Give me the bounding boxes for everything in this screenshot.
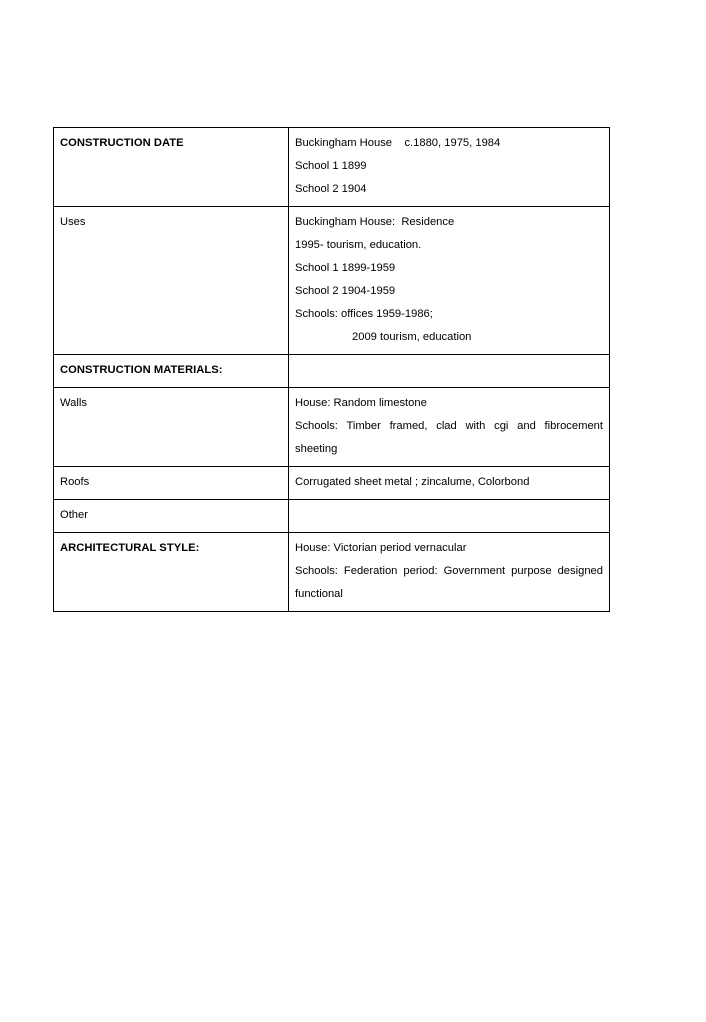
value-line: School 2 1904-1959 [295, 285, 396, 297]
row-value-walls [289, 388, 610, 467]
row-value-construction-date [289, 128, 610, 207]
value-line: Schools: offices 1959-1986; [295, 308, 433, 320]
value-line: Buckingham House: Residence [295, 216, 455, 228]
value-line: House: Random limestone [295, 397, 427, 409]
value-line: Corrugated sheet metal ; zincalume, Colorbond [295, 476, 530, 488]
row-label-construction-materials: CONSTRUCTION MATERIALS: [54, 355, 289, 388]
row-value-construction-materials [289, 355, 610, 388]
heritage-details-table [53, 127, 610, 612]
row-value-roofs [289, 467, 610, 500]
row-label-uses: Uses [54, 207, 289, 355]
row-label-roofs: Roofs [54, 467, 289, 500]
value-line: Buckingham House c.1880, 1975, 1984 [295, 137, 501, 149]
table-row [54, 355, 610, 388]
value-line: School 2 1904 [295, 183, 367, 195]
table-row [54, 533, 610, 612]
table-row [54, 128, 610, 207]
table-row [54, 467, 610, 500]
value-line-justified: Schools: Timber framed, clad with cgi and fibrocement sheeting [295, 420, 603, 455]
table-row [54, 388, 610, 467]
row-value-architectural-style [289, 533, 610, 612]
value-line-indented: 2009 tourism, education [352, 331, 472, 343]
table-row [54, 207, 610, 355]
value-line: 1995- tourism, education. [295, 239, 422, 251]
row-label-other: Other [54, 500, 289, 533]
table-row [54, 500, 610, 533]
value-line-justified: Schools: Federation period: Government purpose designed functional [295, 565, 603, 600]
row-label-walls: Walls [54, 388, 289, 467]
row-value-other [289, 500, 610, 533]
value-line: School 1 1899-1959 [295, 262, 396, 274]
row-label-architectural-style: ARCHITECTURAL STYLE: [54, 533, 289, 612]
row-label-construction-date: CONSTRUCTION DATE [54, 128, 289, 207]
value-line: House: Victorian period vernacular [295, 542, 467, 554]
value-line: School 1 1899 [295, 160, 367, 172]
row-value-uses [289, 207, 610, 355]
